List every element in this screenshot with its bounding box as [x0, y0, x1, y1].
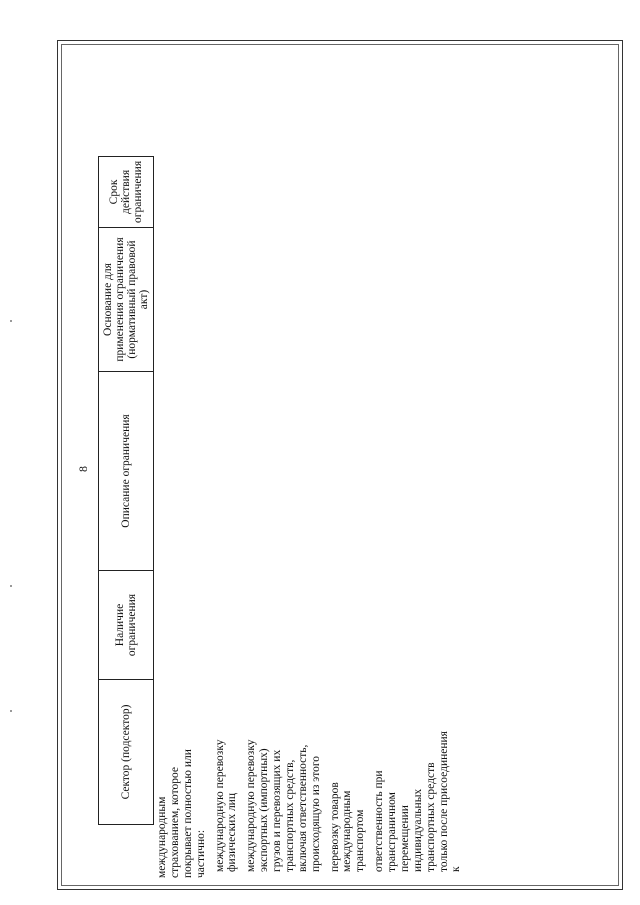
list-item: ответственность при трансграничном перемещении индивидуальных транспортных средств только после присоединения к: [373, 731, 463, 872]
page-number: 8: [76, 466, 90, 472]
list-item: международную перевозку экспортных (импортных) грузов и перевозящих их транспортных средств, включая ответственность, происходящую из этого: [245, 739, 322, 872]
sector-list: [214, 728, 464, 878]
list-item: международную перевозку физических лиц: [213, 739, 239, 872]
sector-cell-text: [156, 728, 469, 878]
scan-mark: [10, 585, 12, 587]
rotated-page-content: [68, 58, 608, 880]
scan-mark: [10, 710, 12, 712]
scan-mark: [10, 320, 12, 322]
header-description: Описание ограничения: [99, 372, 154, 571]
sector-intro: международным страхованием, которое покрывает полностью или частично:: [156, 749, 207, 878]
header-sector: Сектор (подсектор): [99, 680, 154, 825]
header-legal-basis: Основание для применения ограничения (нормативный правовой акт): [99, 228, 154, 372]
restrictions-table-header: [98, 156, 154, 825]
header-presence: Наличие ограничения: [99, 571, 154, 680]
table-header-row: [99, 156, 154, 824]
list-item: перевозку товаров международным транспортом: [328, 782, 367, 872]
header-duration: Срок действия ограничения: [99, 156, 154, 227]
